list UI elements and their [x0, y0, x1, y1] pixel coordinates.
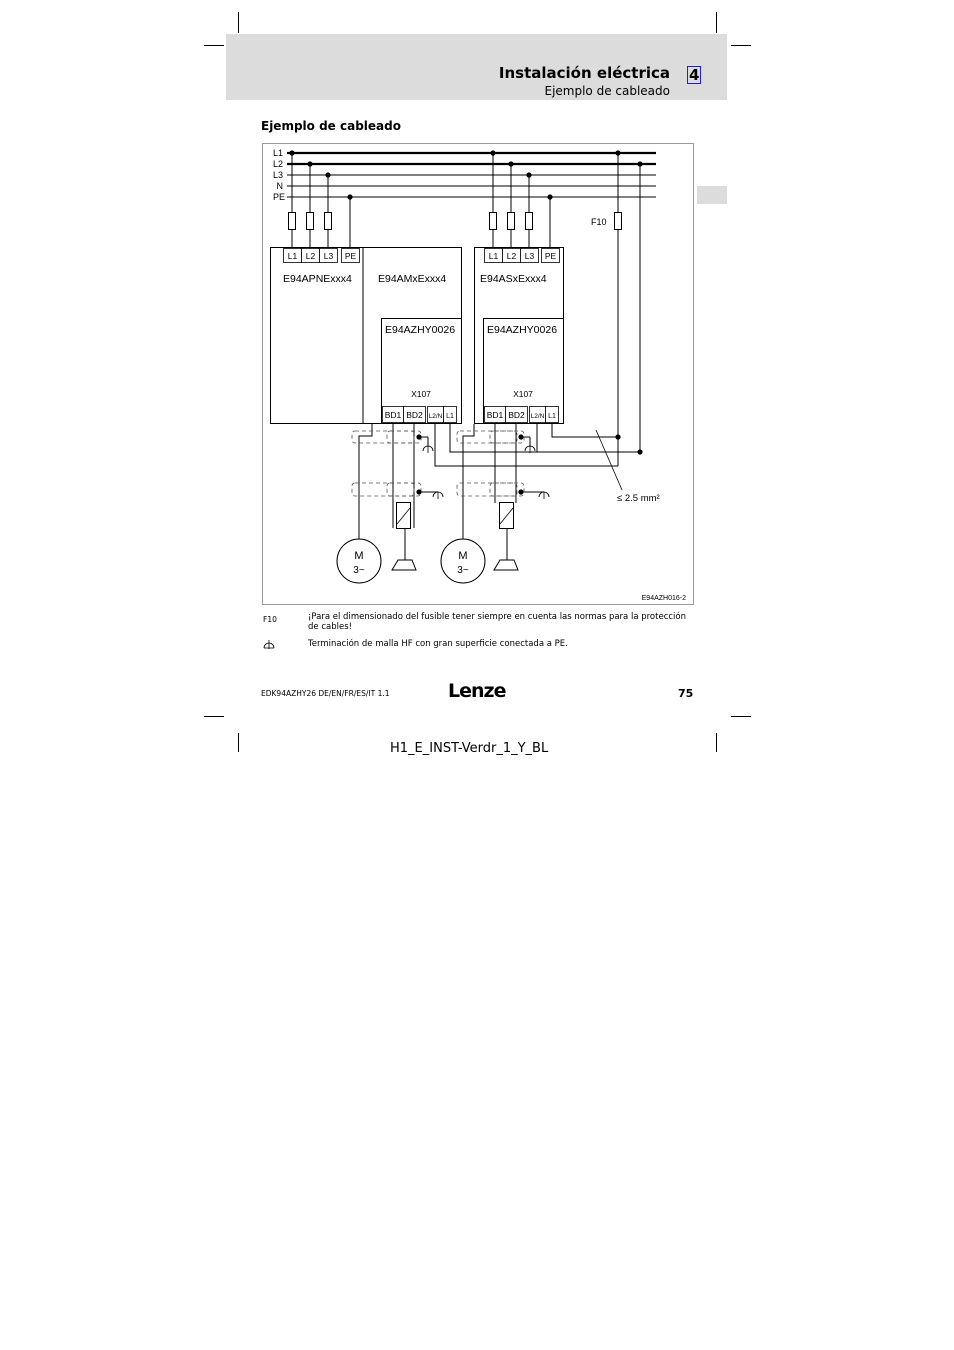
page-number: 75	[678, 687, 694, 700]
crop-mark	[204, 45, 224, 46]
module1-terminal: PE	[344, 251, 357, 261]
brake-module-name: E94AZHY0026	[487, 324, 558, 336]
module3-name: E94ASxExxx4	[480, 273, 547, 285]
chapter-title: Instalación eléctrica	[498, 64, 670, 82]
motor-label: M	[354, 550, 364, 562]
crop-mark	[204, 716, 224, 717]
crop-mark	[238, 733, 239, 752]
brake-terminal: L2/N	[428, 413, 443, 420]
chapter-subtitle: Ejemplo de cableado	[544, 84, 670, 98]
brake-terminal: BD2	[508, 410, 525, 420]
crop-mark	[716, 12, 717, 33]
shield-termination-icon	[263, 639, 275, 650]
fuse-label-f10: F10	[591, 217, 607, 227]
module1-terminal: L3	[323, 251, 334, 261]
chapter-side-tab	[697, 186, 727, 204]
figure-id: E94AZH016-2	[641, 595, 686, 602]
module1-name: E94APNExxx4	[283, 273, 352, 285]
lenze-logo: Lenze	[448, 680, 506, 702]
bus-label-l2: L2	[272, 159, 283, 169]
brake-terminal: L2/N	[530, 413, 545, 420]
crop-mark	[731, 45, 751, 46]
motor-phases: 3~	[457, 565, 469, 576]
note-key-f10: F10	[263, 615, 277, 624]
bus-label-n: N	[276, 181, 283, 191]
motor-phases: 3~	[353, 565, 365, 576]
footer-doc-code: EDK94AZHY26 DE/EN/FR/ES/IT 1.1	[261, 689, 390, 698]
brake-terminal: BD1	[486, 410, 504, 420]
brake-terminal: BD1	[384, 410, 402, 420]
module3-terminal: PE	[544, 251, 557, 261]
module1-terminal: L2	[305, 251, 316, 261]
note-text-fuse: ¡Para el dimensionado del fusible tener siempre en cuenta las normas para la protección de cables!	[308, 612, 686, 632]
brake-terminal: L1	[446, 413, 454, 420]
crop-mark	[716, 733, 717, 752]
chapter-number[interactable]: 4	[689, 66, 700, 84]
module3-terminal: L1	[488, 251, 499, 261]
motor-label: M	[458, 550, 468, 562]
brake-terminal: BD2	[406, 410, 423, 420]
crop-mark	[238, 12, 239, 33]
module3-terminal: L3	[524, 251, 535, 261]
module3-terminal: L2	[506, 251, 517, 261]
brake-terminal: L1	[548, 413, 556, 420]
cable-note: ≤ 2.5 mm²	[617, 493, 660, 504]
module1-terminal: L1	[287, 251, 298, 261]
crop-mark	[731, 716, 751, 717]
section-title: Ejemplo de cableado	[261, 119, 401, 133]
brake-module-name: E94AZHY0026	[385, 324, 456, 336]
job-code: H1_E_INST-Verdr_1_Y_BL	[390, 741, 549, 756]
note-text-shield: Terminación de malla HF con gran superficie conectada a PE.	[308, 639, 568, 649]
wiring-diagram	[262, 143, 694, 605]
connector-label: X107	[513, 389, 533, 399]
connector-label: X107	[411, 389, 431, 399]
bus-label-l3: L3	[272, 170, 283, 180]
module2-name: E94AMxExxx4	[378, 273, 447, 285]
bus-label-l1: L1	[272, 148, 283, 158]
bus-label-pe: PE	[272, 192, 285, 202]
